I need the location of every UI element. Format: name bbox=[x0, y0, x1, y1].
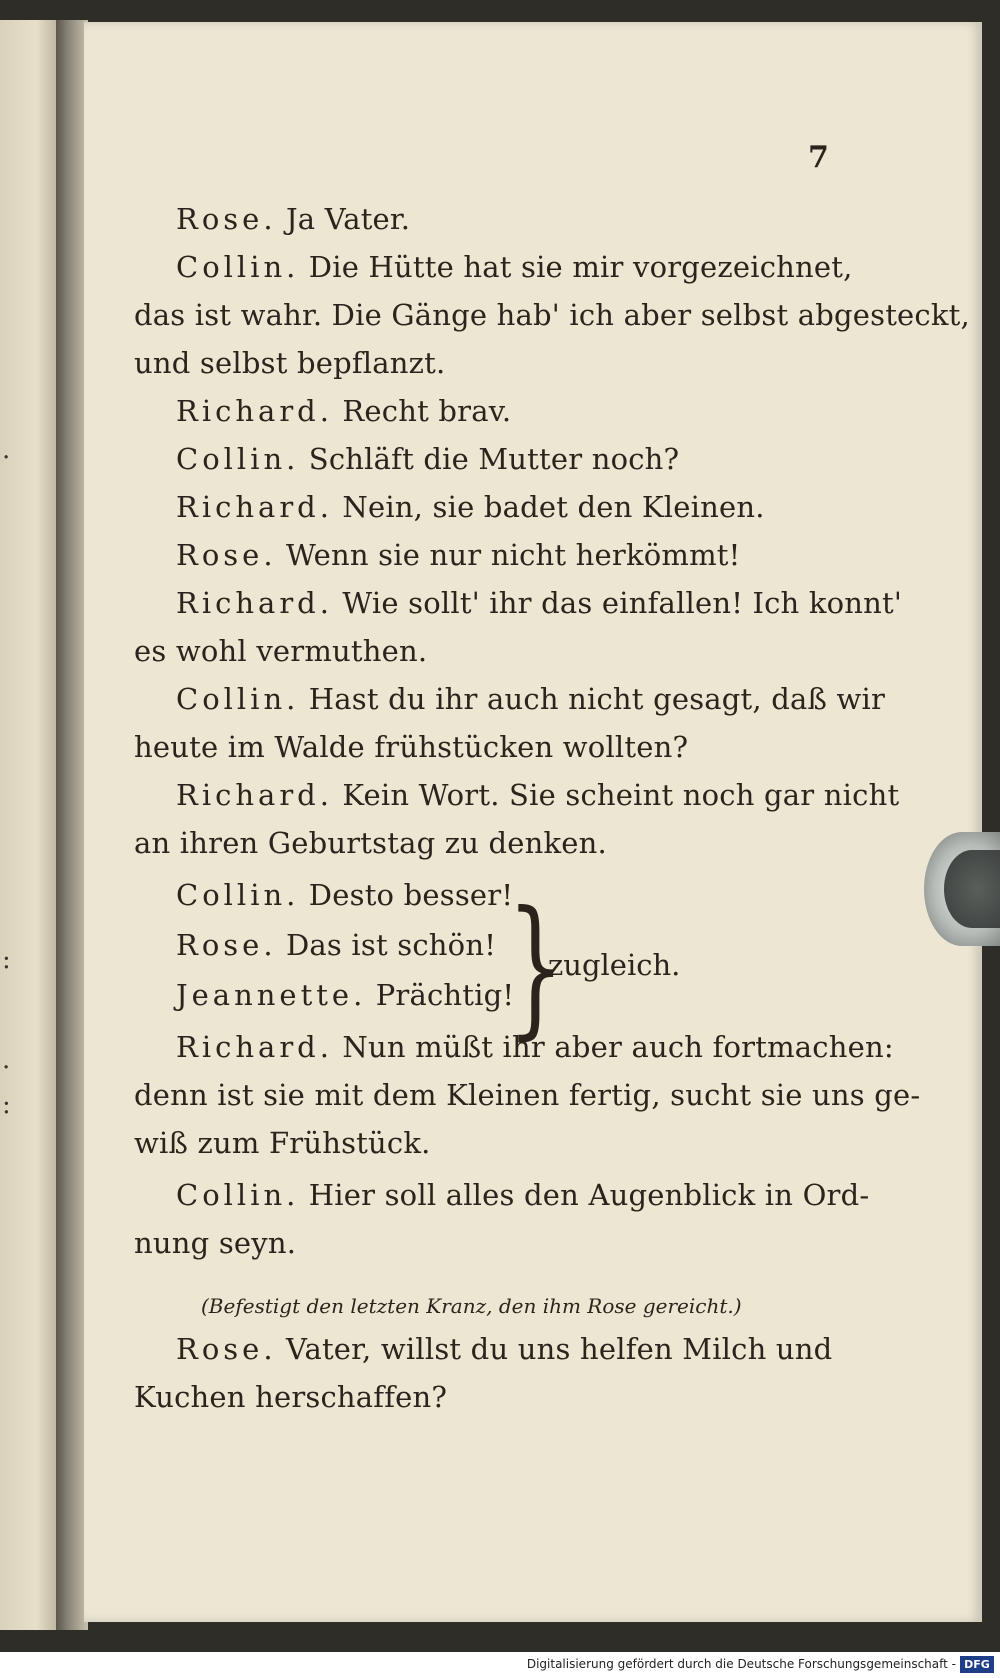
line-text: Das ist schön! bbox=[285, 928, 497, 962]
text-line bbox=[134, 1126, 924, 1160]
dfg-logo: DFG bbox=[960, 1656, 994, 1673]
text-line bbox=[176, 586, 966, 620]
line-text: das ist wahr. Die Gänge hab' ich aber selbst abgesteckt, bbox=[134, 298, 970, 332]
text-line bbox=[176, 490, 966, 524]
text-line bbox=[134, 346, 924, 380]
text-line bbox=[176, 442, 966, 476]
line-text: Desto besser! bbox=[308, 878, 514, 912]
text-line bbox=[176, 250, 966, 284]
speaker-name: Richard. bbox=[176, 490, 333, 524]
line-text: Ja Vater. bbox=[285, 202, 411, 236]
line-text: an ihren Geburtstag zu denken. bbox=[134, 826, 607, 860]
speaker-name: Collin. bbox=[176, 1178, 300, 1212]
speaker-name: Richard. bbox=[176, 586, 333, 620]
speaker-name: Collin. bbox=[176, 878, 300, 912]
line-text: es wohl vermuthen. bbox=[134, 634, 428, 668]
line-text: heute im Walde frühstücken wollten? bbox=[134, 730, 689, 764]
text-line bbox=[176, 978, 966, 1012]
text-line bbox=[134, 634, 924, 668]
text-line bbox=[176, 202, 966, 236]
curly-brace: } bbox=[507, 880, 565, 1054]
speaker-name: Collin. bbox=[176, 682, 300, 716]
speaker-name: Jeannette. bbox=[176, 978, 367, 1012]
text-line bbox=[176, 394, 966, 428]
adjacent-page-edge bbox=[0, 20, 60, 1630]
text-line bbox=[176, 878, 966, 912]
speaker-name: Collin. bbox=[176, 442, 300, 476]
text-line bbox=[134, 730, 924, 764]
speaker-name: Rose. bbox=[176, 928, 277, 962]
line-text: Recht brav. bbox=[342, 394, 512, 428]
left-page-fragment: : bbox=[2, 1090, 11, 1120]
text-line bbox=[134, 1078, 924, 1112]
line-text: Wenn sie nur nicht herkömmt! bbox=[285, 538, 741, 572]
speaker-name: Rose. bbox=[176, 1332, 277, 1366]
text-line bbox=[134, 1380, 924, 1414]
line-text: Prächtig! bbox=[375, 978, 515, 1012]
speaker-name: Collin. bbox=[176, 250, 300, 284]
page-number: 7 bbox=[808, 140, 829, 175]
line-text: Hier soll alles den Augenblick in Ord- bbox=[308, 1178, 870, 1212]
speaker-name: Rose. bbox=[176, 538, 277, 572]
left-page-fragment: : bbox=[2, 945, 11, 975]
text-line bbox=[134, 298, 970, 332]
text-line bbox=[176, 1030, 966, 1064]
page-clip-shadow bbox=[944, 850, 1000, 928]
speaker-name: Richard. bbox=[176, 394, 333, 428]
line-text: Wie sollt' ihr das einfallen! Ich konnt' bbox=[342, 586, 903, 620]
line-text: Kein Wort. Sie scheint noch gar nicht bbox=[342, 778, 900, 812]
text-line bbox=[176, 778, 966, 812]
line-text: wiß zum Frühstück. bbox=[134, 1126, 431, 1160]
speaker-name: Richard. bbox=[176, 778, 333, 812]
speaker-name: Rose. bbox=[176, 202, 277, 236]
footer-bar bbox=[0, 1652, 1000, 1678]
line-text: Hast du ihr auch nicht gesagt, daß wir bbox=[308, 682, 886, 716]
text-line bbox=[134, 1226, 924, 1260]
line-text: Die Hütte hat sie mir vorgezeichnet, bbox=[308, 250, 853, 284]
speaker-name: Richard. bbox=[176, 1030, 333, 1064]
line-text: Kuchen herschaffen? bbox=[134, 1380, 448, 1414]
footer-credit: Digitalisierung gefördert durch die Deutsche Forschungsgemeinschaft - bbox=[526, 1657, 956, 1671]
text-line bbox=[134, 826, 924, 860]
book-page bbox=[84, 22, 982, 1622]
text-line bbox=[176, 538, 966, 572]
text-line bbox=[176, 1178, 966, 1212]
text-line bbox=[176, 1332, 966, 1366]
line-text: nung seyn. bbox=[134, 1226, 297, 1260]
text-line bbox=[176, 682, 966, 716]
zugleich-label: zugleich. bbox=[548, 948, 681, 982]
left-page-fragment: . bbox=[2, 435, 11, 465]
stage-direction: (Befestigt den letzten Kranz, den ihm Rose gereicht.) bbox=[201, 1294, 742, 1318]
line-text: Nein, sie badet den Kleinen. bbox=[342, 490, 765, 524]
left-page-fragment: . bbox=[2, 1045, 11, 1075]
line-text: Nun müßt ihr aber auch fortmachen: bbox=[342, 1030, 894, 1064]
line-text: denn ist sie mit dem Kleinen fertig, sucht sie uns ge- bbox=[134, 1078, 921, 1112]
line-text: Schläft die Mutter noch? bbox=[308, 442, 680, 476]
line-text: Vater, willst du uns helfen Milch und bbox=[285, 1332, 833, 1366]
line-text: und selbst bepflanzt. bbox=[134, 346, 446, 380]
